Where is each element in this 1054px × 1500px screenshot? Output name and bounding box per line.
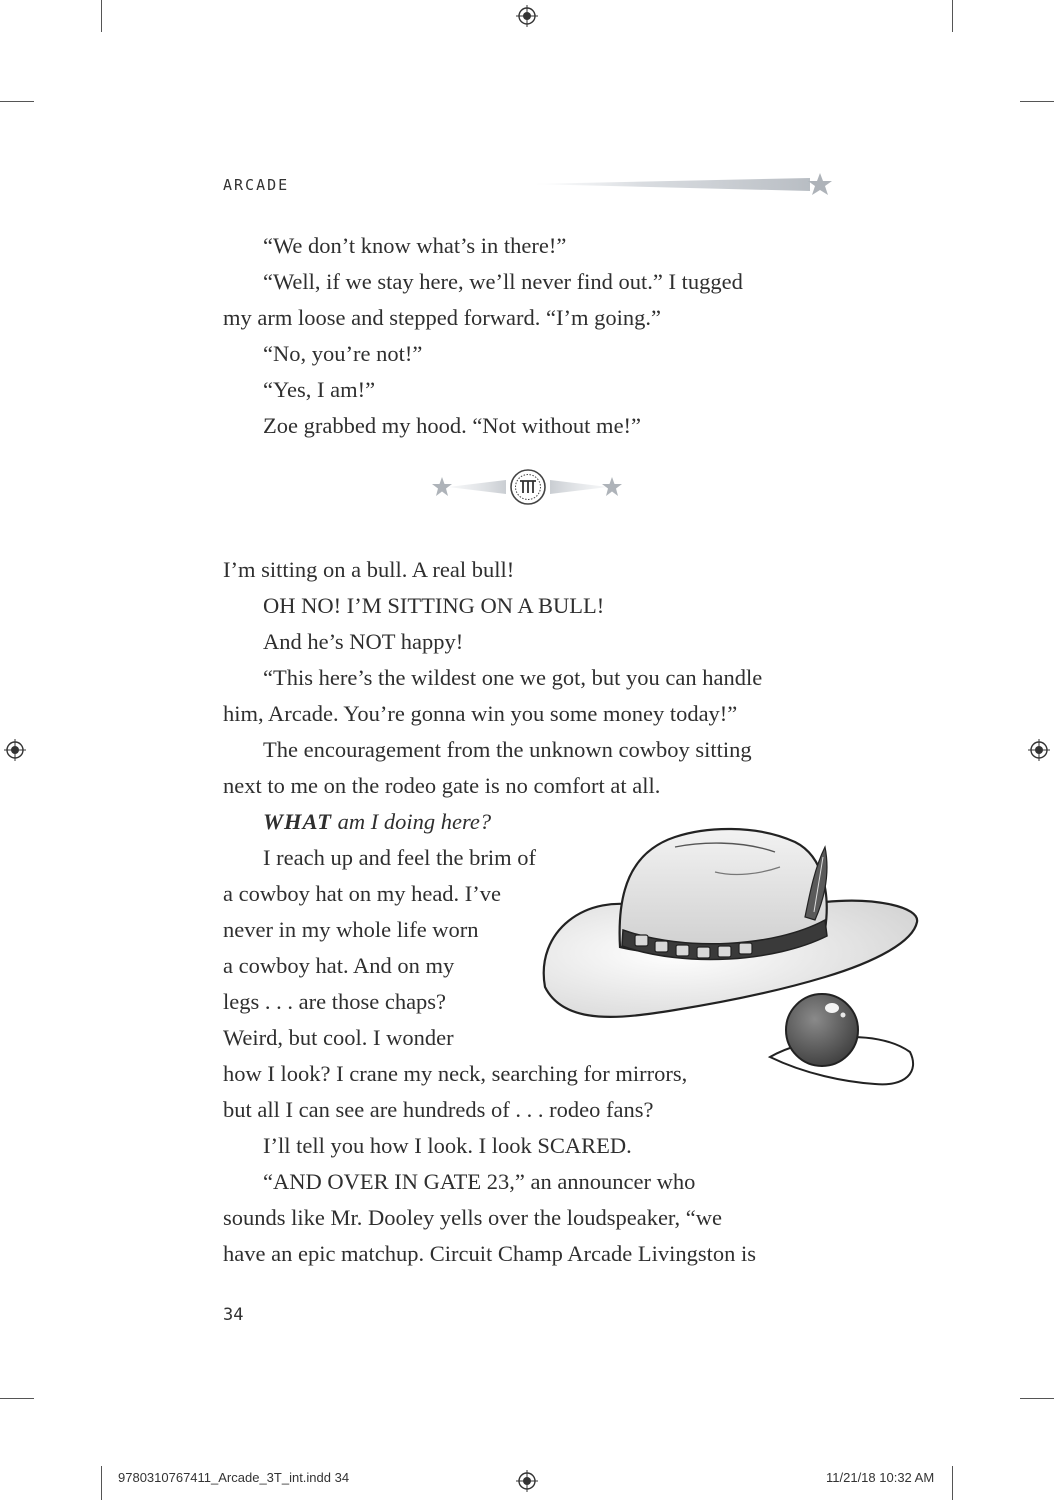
registration-mark-icon [4,739,26,761]
running-head: ARCADE [223,176,290,194]
body-line: have an epic matchup. Circuit Champ Arcade Livingston is [223,1241,756,1266]
body-line: “AND OVER IN GATE 23,” an announcer who [263,1169,696,1194]
page-number: 34 [223,1305,244,1325]
crop-mark [101,0,102,32]
crop-mark [952,0,953,32]
emphasis-word: WHAT [263,809,333,834]
body-line: next to me on the rodeo gate is no comfort at all. [223,773,661,798]
body-line: I reach up and feel the brim of [263,845,536,870]
crop-mark [952,1466,953,1500]
body-line: I’ll tell you how I look. I look SCARED. [263,1133,632,1158]
crop-mark [1020,1398,1054,1399]
crop-mark [1020,101,1054,102]
registration-mark-icon [1028,739,1050,761]
header-star-streak-icon [530,170,835,200]
body-line: but all I can see are hundreds of . . . rodeo fans? [223,1097,654,1122]
cowboy-hat-illustration [525,812,925,1097]
body-line: Zoe grabbed my hood. “Not without me!” [263,413,642,438]
body-line [263,804,491,840]
registration-mark-icon [516,1470,538,1492]
body-line: him, Arcade. You’re gonna win you some money today!” [223,701,738,726]
crop-mark [101,1466,102,1500]
registration-mark-icon [516,5,538,27]
italic-phrase: am I doing here? [332,809,492,834]
body-line: my arm loose and stepped forward. “I’m going.” [223,305,661,330]
body-line: never in my whole life worn [223,917,479,942]
crop-mark [0,1398,34,1399]
body-line: legs . . . are those chaps? [223,989,447,1014]
body-line: “This here’s the wildest one we got, but you can handle [263,665,763,690]
body-line: The encouragement from the unknown cowboy sitting [263,737,752,762]
body-line: a cowboy hat on my head. I’ve [223,881,502,906]
body-line: sounds like Mr. Dooley yells over the loudspeaker, “we [223,1205,722,1230]
body-line: Weird, but cool. I wonder [223,1025,454,1050]
body-line: “No, you’re not!” [263,341,423,366]
crop-mark [0,101,34,102]
body-line: how I look? I crane my neck, searching for mirrors, [223,1061,688,1086]
slug-filename: 9780310767411_Arcade_3T_int.indd 34 [118,1470,350,1485]
body-line: “Yes, I am!” [263,377,376,402]
slug-timestamp: 11/21/18 10:32 AM [826,1470,935,1485]
body-line: And he’s NOT happy! [263,629,464,654]
body-line: “Well, if we stay here, we’ll never find out.” I tugged [263,269,743,294]
body-line: I’m sitting on a bull. A real bull! [223,557,515,582]
body-line: “We don’t know what’s in there!” [263,233,567,258]
body-line: a cowboy hat. And on my [223,953,455,978]
body-line: OH NO! I’M SITTING ON A BULL! [263,593,605,618]
token-star-divider-icon [428,468,628,506]
